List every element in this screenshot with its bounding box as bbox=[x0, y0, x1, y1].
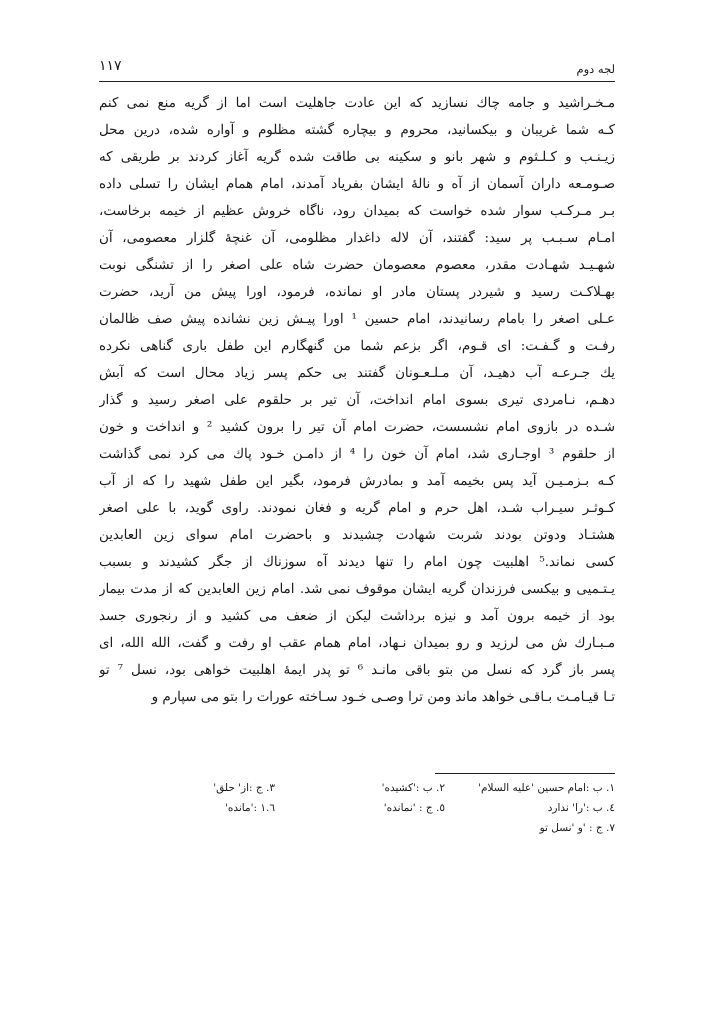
text-line: بهـلاکـت رسید و شیردر پستان مادر او نمانده، فرمود، اورا پیش من آرید، حضرت bbox=[99, 285, 615, 300]
footnote: ٤. ب :'را' ندارد bbox=[547, 802, 615, 814]
footnote: ٥. ج : 'نمانده' bbox=[383, 802, 445, 814]
text-line: کـه شما غریبان و بیکسانید، محروم و بیچاره گشته مظلوم و آواره شده، درین محل bbox=[99, 123, 615, 138]
page-number: ١١٧ bbox=[99, 58, 122, 74]
footnote: ١.٦ :'مانده' bbox=[224, 802, 275, 814]
footnote-row bbox=[99, 798, 615, 818]
footnote: ٣. ج :از' حلق' bbox=[213, 782, 275, 794]
text-line: صـومـعه داران آسمان از آه و نالهٔ ایشان بفریاد آمدند، امام همام ایشان را تسلی داده bbox=[99, 177, 615, 192]
body-text bbox=[99, 90, 615, 711]
footnote: ١. ب :امام حسین 'علیه السلام' bbox=[478, 782, 615, 794]
header-rule bbox=[99, 81, 615, 82]
footnote: ٧. ج : 'و 'نسل تو bbox=[539, 822, 615, 834]
footnote-row bbox=[99, 778, 615, 798]
text-line: بـر مـرکـب سوار شده خواست که بمیدان رود، ناگاه خروش عظیم از خیمه برخاست، bbox=[99, 204, 615, 219]
text-line: یك جـرعـه آب دهیـد، آن مـلـعـونان گفتند بی حکم پسر زیاد محال است که آبش bbox=[99, 366, 615, 381]
text-line: عـلی اصغر را بامام رسانیدند، امام حسین ¹ اورا پیـش زین نشانده پیش صف ظالمان bbox=[99, 312, 615, 327]
text-line: پسر باز گرد که نسل من بتو باقی مانـد ⁶ تو پدر ایمهٔ اهلبیت خواهی بود، نسل ⁷ تو bbox=[99, 663, 615, 678]
text-line: یـتـمیی و بیکسی فرزندان گریه ایشان موقوف نمی شد. امام زین العابدین که از مدت بیمار bbox=[99, 582, 615, 597]
text-line: بود از خیمه برون آمد و نیزه برداشت لیکن از ضعف می کشید و از رنجوری جسد bbox=[99, 609, 615, 624]
text-line: از حلقوم ³ اوجـاری شد، امام آن خون را ⁴ از دامـن خـود پاك می کرد نمی گذاشت bbox=[99, 447, 615, 462]
footnote-row bbox=[99, 818, 615, 838]
text-line: کـوثـر سیـراب شـد، اهل حرم و امام گریه و فغان نمودند. راوی گوید، با علی اصغر bbox=[99, 501, 615, 516]
text-line: رفـت و گـفـت: ای قـوم، اگر بزعم شما من گنهگارم این طفل باری گناهی نکرده bbox=[99, 339, 615, 354]
text-line: هشتـاد ودوتن بودند شربت شهادت چشیدند و باحضرت امام سوای زین العابدین bbox=[99, 528, 615, 543]
footnotes bbox=[99, 778, 615, 838]
text-line: مـخـراشید و جامه چاك نسازید که این عادت جاهلیت است اما از گریه منع نمی کنم bbox=[99, 96, 615, 111]
text-line: شـده در بازوی امام نشسست، حضرت امام آن تیر را برون کشید ² و انداخت و خون bbox=[99, 420, 615, 435]
text-line: کسی نماند.⁵ اهلبیت چون امام را تنها دیدند آه سوزناك از جگر کشیدند و بسبب bbox=[99, 555, 615, 570]
text-line: امـام سـبـب پر سید: گفتند، آن لاله داغدار مظلومی، آن غنچهٔ گلزار معصومی، آن bbox=[99, 231, 615, 246]
footnote: ٢. ب :'کشیده' bbox=[381, 782, 445, 794]
text-line: دهـم، نـامردی تیری بسوی امام انداخت، آن تیر بر حلقوم علی اصغر رسید و گذار bbox=[99, 393, 615, 408]
text-line: زیـنـب و کـلـثوم و شهر بانو و سکینه بی طاقت شده گریه آغاز کردند بر طریقی که bbox=[99, 150, 615, 165]
running-head: لجه دوم bbox=[576, 62, 615, 76]
page-header bbox=[99, 58, 615, 80]
text-line: مـبـارك ش می لرزید و رو بمیدان نـهاد، امام همام عقب او رفت و گفت، الله الله، ای bbox=[99, 636, 615, 651]
text-line: تـا قیـامـت بـاقـی خواهد ماند ومن ترا وصـی خـود سـاخته عورات را بتو می سپارم و bbox=[151, 690, 615, 705]
text-line: کـه بـزمـیـن آید پس بخیمه آمد و بمادرش فرمود، بگیر این طفل شهید را که از آب bbox=[99, 474, 615, 489]
text-line: شهـیـد شهـادت مقدر، معصوم معصومان حضرت شاه علی اصغر را از تشنگی نوبت bbox=[99, 258, 615, 273]
footnote-rule bbox=[435, 773, 615, 774]
